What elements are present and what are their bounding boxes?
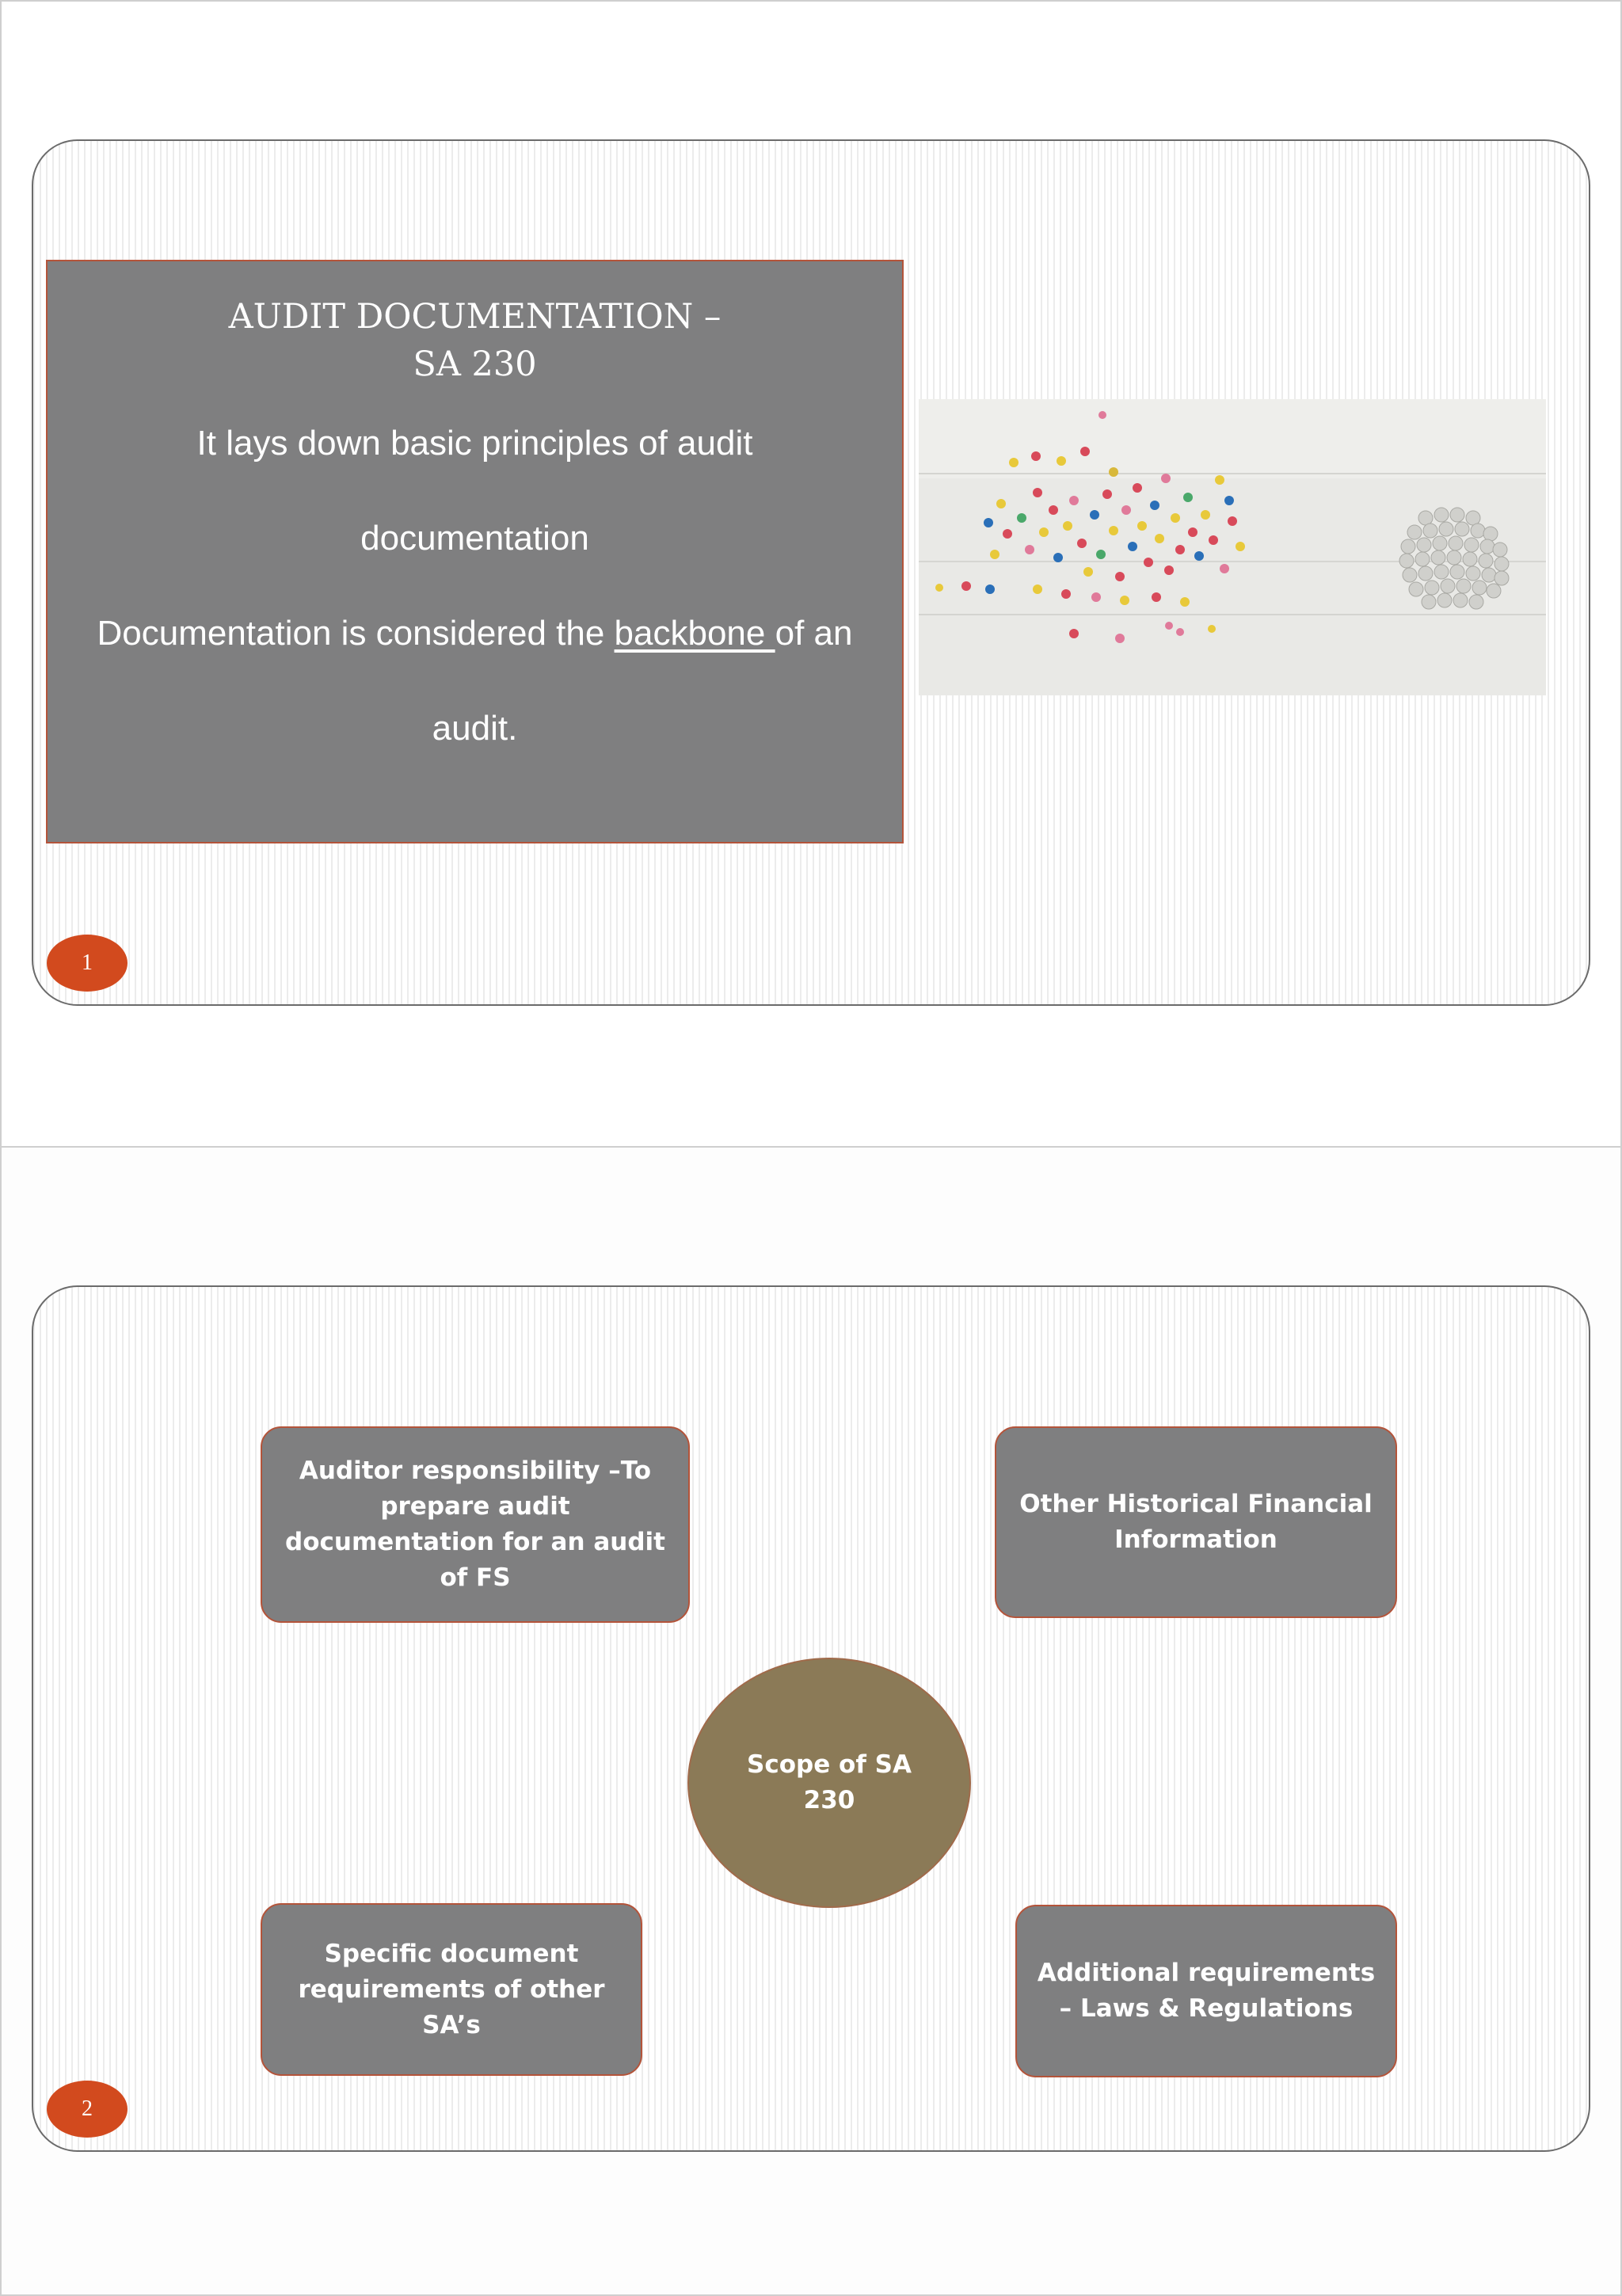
beads-photo [919, 399, 1546, 695]
body-line-4: audit. [432, 709, 518, 748]
backbone-underlined: backbone [614, 614, 775, 653]
specific-document-requirements-box: Specific document requirements of other SA’s [261, 1903, 642, 2076]
additional-requirements-box: Additional requirements – Laws & Regulations [1015, 1905, 1397, 2077]
slide-number-badge: 1 [47, 935, 128, 992]
body-line-1: It lays down basic principles of audit [196, 424, 753, 463]
slide-title [48, 293, 902, 388]
body-line-3-end: of an [775, 614, 853, 653]
body-line-3-start: Documentation is considered the [97, 614, 615, 653]
body-line-3 [48, 586, 902, 681]
slide-1 [32, 139, 1590, 1006]
auditor-responsibility-box: Auditor responsibility –To prepare audit documentation for an audit of FS [261, 1426, 690, 1623]
title-line-2: SA 230 [413, 345, 537, 384]
title-box [46, 260, 904, 843]
pdf-page-2 [0, 1146, 1622, 2296]
slide-number-badge: 2 [47, 2081, 128, 2138]
title-line-1: AUDIT DOCUMENTATION – [228, 297, 722, 337]
body-line-2: documentation [360, 519, 589, 558]
other-historical-financial-info-box: Other Historical Financial Information [995, 1426, 1397, 1618]
scope-center-oval: Scope of SA 230 [687, 1658, 971, 1908]
slide-2 [32, 1285, 1590, 2152]
